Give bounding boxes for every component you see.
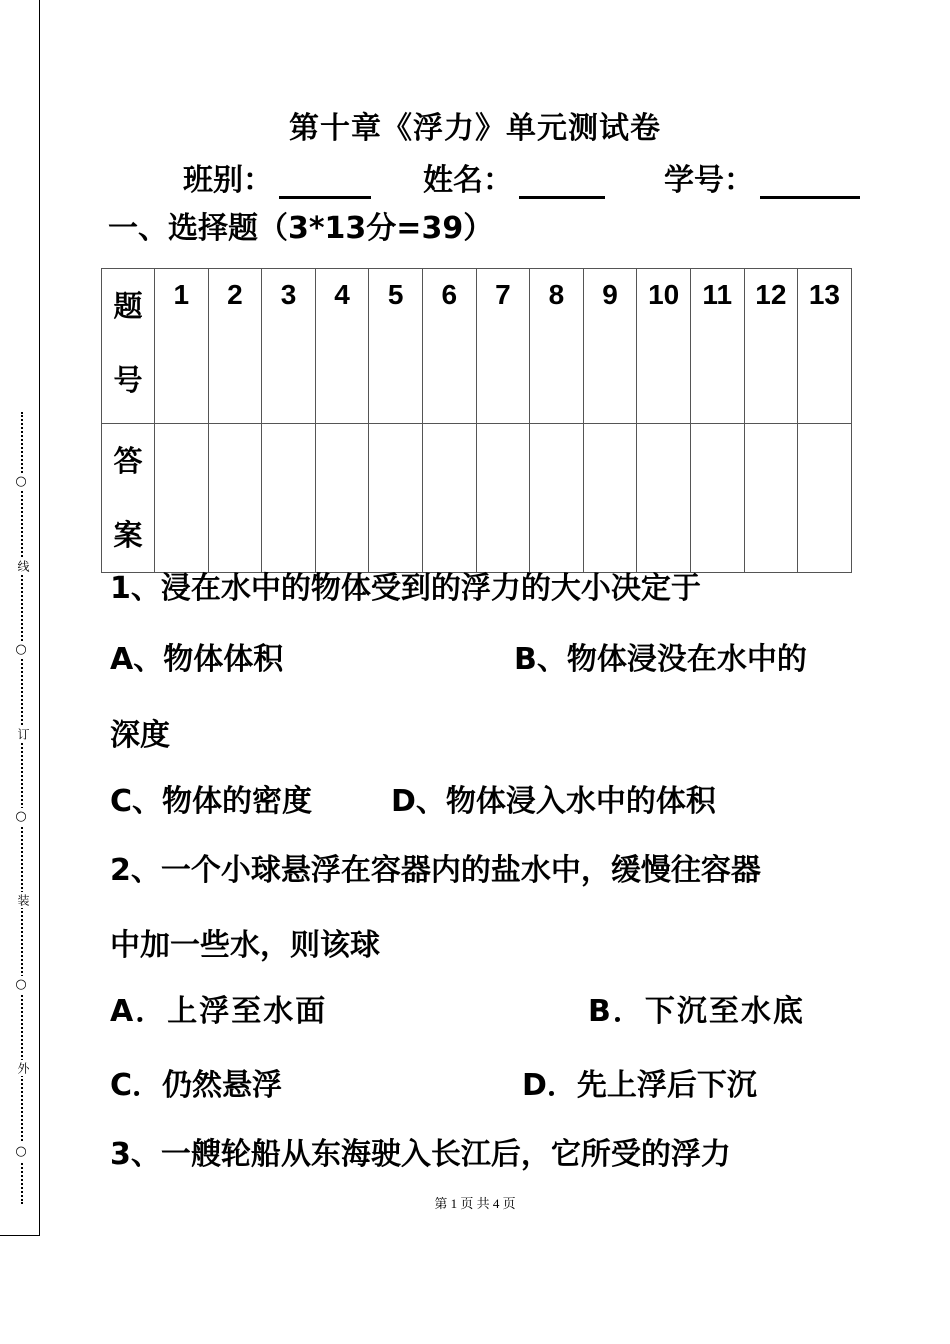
question-number: 9 bbox=[583, 269, 637, 424]
name-blank bbox=[519, 168, 605, 199]
page-footer: 第 1 页 共 4 页 bbox=[434, 1196, 516, 1211]
binding-char-outer: 外 bbox=[12, 1060, 30, 1076]
page-title: 第十章《浮力》单元测试卷 bbox=[289, 111, 661, 146]
question-1-option-d: D、物体浸入水中的体积 bbox=[391, 784, 716, 819]
answer-cell[interactable] bbox=[476, 424, 530, 573]
number-row bbox=[102, 269, 852, 424]
question-number: 2 bbox=[208, 269, 262, 424]
question-number: 1 bbox=[155, 269, 209, 424]
answer-cell[interactable] bbox=[530, 424, 584, 573]
question-2-option-b: B．下沉至水底 bbox=[588, 994, 805, 1029]
question-number: 8 bbox=[530, 269, 584, 424]
question-number: 5 bbox=[369, 269, 423, 424]
answer-cell[interactable] bbox=[262, 424, 316, 573]
question-number: 6 bbox=[422, 269, 476, 424]
answer-cell[interactable] bbox=[422, 424, 476, 573]
section-heading: 一、选择题（3*13分=39） bbox=[108, 211, 494, 246]
binding-char-bind: 订 bbox=[12, 726, 30, 742]
name-label: 姓名： bbox=[423, 163, 513, 198]
binding-circle: ○ bbox=[12, 641, 30, 659]
id-blank bbox=[760, 168, 860, 199]
answer-cell[interactable] bbox=[315, 424, 369, 573]
binding-circle: ○ bbox=[12, 808, 30, 826]
question-1-option-a: A、物体体积 bbox=[110, 642, 284, 677]
answer-cell[interactable] bbox=[208, 424, 262, 573]
answer-cell[interactable] bbox=[690, 424, 744, 573]
question-1-option-b: B、物体浸没在水中的 bbox=[514, 642, 807, 677]
answer-cell[interactable] bbox=[798, 424, 852, 573]
question-number: 13 bbox=[798, 269, 852, 424]
question-1-option-c: C、物体的密度 bbox=[110, 784, 313, 819]
binding-char-line: 线 bbox=[12, 558, 30, 574]
row-header-number: 题 号 bbox=[102, 269, 155, 424]
question-1-option-b-continued: 深度 bbox=[110, 718, 170, 753]
class-field bbox=[183, 155, 371, 199]
question-1-stem: 1、浸在水中的物体受到的浮力的大小决定于 bbox=[110, 571, 701, 606]
binding-char-mount: 装 bbox=[12, 892, 30, 908]
answer-cell[interactable] bbox=[744, 424, 798, 573]
question-number: 10 bbox=[637, 269, 691, 424]
question-number: 7 bbox=[476, 269, 530, 424]
name-field bbox=[423, 155, 605, 199]
question-3-stem: 3、一艘轮船从东海驶入长江后，它所受的浮力 bbox=[110, 1137, 731, 1172]
question-number: 4 bbox=[315, 269, 369, 424]
answer-cell[interactable] bbox=[637, 424, 691, 573]
binding-circle: ○ bbox=[12, 976, 30, 994]
question-2-option-d: D．先上浮后下沉 bbox=[522, 1068, 757, 1103]
question-2-stem: 2、一个小球悬浮在容器内的盐水中，缓慢往容器 bbox=[110, 853, 761, 888]
binding-margin bbox=[0, 0, 40, 1236]
binding-circle: ○ bbox=[12, 1143, 30, 1161]
question-number: 11 bbox=[690, 269, 744, 424]
question-number: 12 bbox=[744, 269, 798, 424]
question-number: 3 bbox=[262, 269, 316, 424]
id-field bbox=[664, 155, 860, 199]
row-header-answer: 答 案 bbox=[102, 424, 155, 573]
answer-row bbox=[102, 424, 852, 573]
id-label: 学号： bbox=[664, 163, 754, 198]
answer-cell[interactable] bbox=[369, 424, 423, 573]
question-2-option-c: C．仍然悬浮 bbox=[110, 1068, 283, 1103]
binding-circle: ○ bbox=[12, 473, 30, 491]
answer-cell[interactable] bbox=[583, 424, 637, 573]
question-2-option-a: A．上浮至水面 bbox=[110, 994, 328, 1029]
answer-table bbox=[101, 268, 852, 573]
answer-cell[interactable] bbox=[155, 424, 209, 573]
class-blank bbox=[279, 168, 371, 199]
question-2-stem-continued: 中加一些水，则该球 bbox=[110, 928, 380, 963]
class-label: 班别： bbox=[183, 163, 273, 198]
